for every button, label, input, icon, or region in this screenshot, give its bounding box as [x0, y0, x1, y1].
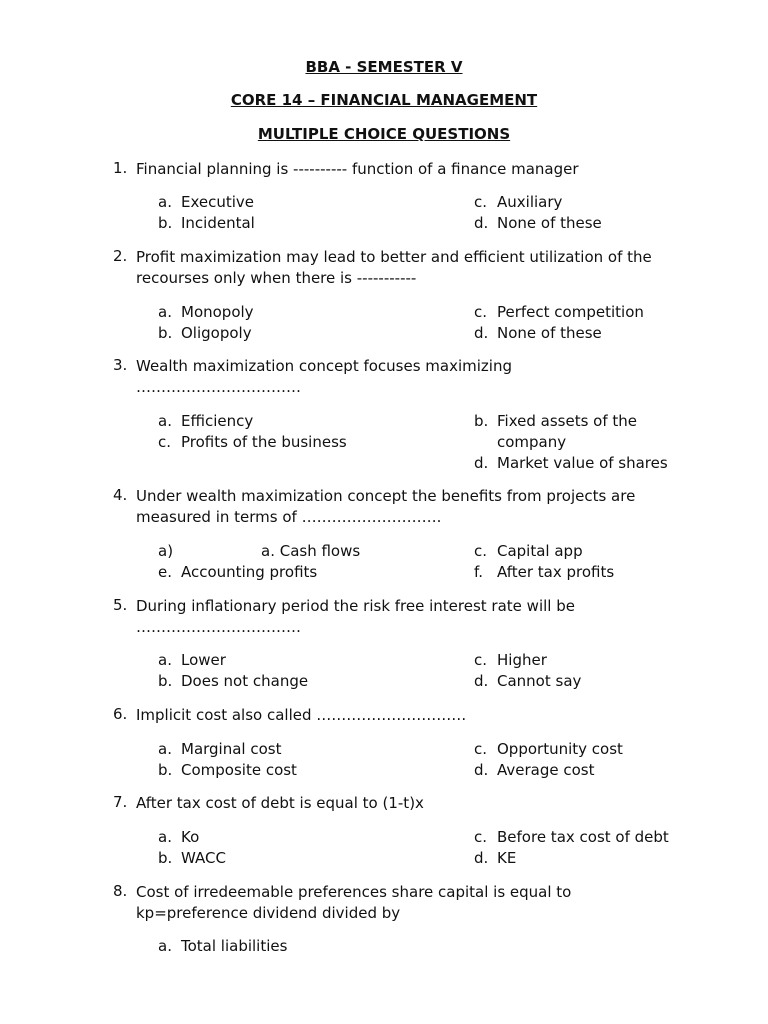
course-title: CORE 14 – FINANCIAL MANAGEMENT	[230, 91, 538, 109]
option-text: Monopoly	[181, 303, 254, 321]
option-text: KE	[497, 849, 517, 867]
option-letter: a.	[158, 651, 172, 669]
option-letter: a.	[158, 412, 172, 430]
option-letter: d.	[474, 849, 489, 867]
option-text: Executive	[181, 193, 255, 211]
option-c	[474, 739, 623, 760]
option-text: Lower	[181, 651, 226, 669]
option-letter: b.	[158, 849, 173, 867]
option-letter: d.	[474, 214, 489, 232]
option-a	[158, 302, 254, 323]
option-a	[158, 827, 199, 848]
option-d	[474, 671, 581, 692]
option-d	[474, 323, 602, 344]
option-letter: a.	[158, 740, 172, 758]
option-letter: d.	[474, 454, 489, 472]
option-letter: c.	[158, 433, 172, 451]
option-text: Total liabilities	[181, 937, 288, 955]
document-title: BBA - SEMESTER V	[305, 58, 463, 76]
option-text: Profits of the business	[181, 433, 347, 451]
question-number: 2.	[113, 247, 128, 265]
option-b	[158, 671, 308, 692]
option-text: Incidental	[181, 214, 255, 232]
option-b	[158, 323, 252, 344]
option-text: Before tax cost of debt	[497, 828, 669, 846]
option-b	[158, 760, 297, 781]
option-text: Accounting profits	[181, 563, 318, 581]
section-title: MULTIPLE CHOICE QUESTIONS	[257, 125, 511, 143]
question-text: After tax cost of debt is equal to (1-t)x	[136, 794, 424, 812]
option-text: Oligopoly	[181, 324, 252, 342]
option-letter: c.	[474, 651, 488, 669]
option-c	[474, 541, 583, 562]
question-text: Wealth maximization concept focuses maximizing ……………………………	[136, 357, 513, 396]
option-text: Opportunity cost	[497, 740, 623, 758]
question-text: Under wealth maximization concept the benefits from projects are measured in terms of ……………………….	[136, 487, 636, 526]
option-letter: c.	[474, 740, 488, 758]
option-letter: a)	[158, 542, 174, 560]
option-text: Does not change	[181, 672, 309, 690]
option-letter: a.	[158, 193, 172, 211]
option-letter: b.	[158, 672, 173, 690]
option-letter: c.	[474, 542, 488, 560]
option-text: Marginal cost	[181, 740, 282, 758]
option-a	[158, 739, 281, 760]
option-f	[474, 562, 614, 583]
option-letter: a.	[158, 937, 172, 955]
option-text: Perfect competition	[497, 303, 644, 321]
option-letter: d.	[474, 761, 489, 779]
option-text: Higher	[497, 651, 547, 669]
option-letter: d.	[474, 672, 489, 690]
option-text: None of these	[497, 324, 602, 342]
option-a	[158, 936, 287, 957]
option-b	[474, 411, 674, 453]
option-text: Efficiency	[181, 412, 254, 430]
option-e	[158, 562, 317, 583]
question-number: 5.	[113, 596, 128, 614]
option-text: a. Cash flows	[261, 542, 361, 560]
option-c	[474, 650, 547, 671]
option-letter: d.	[474, 324, 489, 342]
option-letter: c.	[474, 828, 488, 846]
question-number: 6.	[113, 705, 128, 723]
option-d	[474, 848, 516, 869]
question-text: Cost of irredeemable preferences share capital is equal to kp=preference dividend divided by	[136, 883, 572, 922]
option-text: None of these	[497, 214, 602, 232]
option-c	[474, 192, 562, 213]
option-text: Average cost	[497, 761, 595, 779]
option-b	[158, 848, 226, 869]
question-number: 7.	[113, 793, 128, 811]
option-a	[158, 541, 360, 562]
option-letter: b.	[158, 324, 173, 342]
option-d	[474, 213, 602, 234]
option-a	[158, 411, 253, 432]
question-number: 1.	[113, 159, 128, 177]
option-letter: b.	[158, 761, 173, 779]
option-b	[158, 213, 255, 234]
option-c	[158, 432, 347, 453]
question-number: 4.	[113, 486, 128, 504]
option-d	[474, 760, 595, 781]
option-letter: a.	[158, 303, 172, 321]
question-text: Profit maximization may lead to better and efficient utilization of the recourses only when there is -----------	[136, 248, 652, 287]
option-text: Composite cost	[181, 761, 297, 779]
option-a	[158, 192, 254, 213]
option-text: Cannot say	[497, 672, 582, 690]
question-text: During inflationary period the risk free interest rate will be ……………………………	[136, 597, 575, 636]
option-letter: b.	[158, 214, 173, 232]
option-text: WACC	[181, 849, 226, 867]
option-text: Capital app	[497, 542, 583, 560]
option-letter: e.	[158, 563, 172, 581]
option-letter: b.	[474, 412, 489, 430]
option-a	[158, 650, 226, 671]
option-c	[474, 827, 669, 848]
option-text: Ko	[181, 828, 200, 846]
option-text: Fixed assets of the company	[497, 412, 637, 451]
option-text: After tax profits	[497, 563, 615, 581]
option-d	[474, 453, 668, 474]
question-text: Implicit cost also called …………………………	[136, 706, 467, 724]
option-letter: f.	[474, 563, 483, 581]
option-c	[474, 302, 644, 323]
option-text: Auxiliary	[497, 193, 563, 211]
question-number: 8.	[113, 882, 128, 900]
option-letter: c.	[474, 193, 488, 211]
question-text: Financial planning is ---------- function of a finance manager	[136, 160, 579, 178]
option-letter: c.	[474, 303, 488, 321]
option-letter: a.	[158, 828, 172, 846]
question-number: 3.	[113, 356, 128, 374]
option-text: Market value of shares	[497, 454, 668, 472]
